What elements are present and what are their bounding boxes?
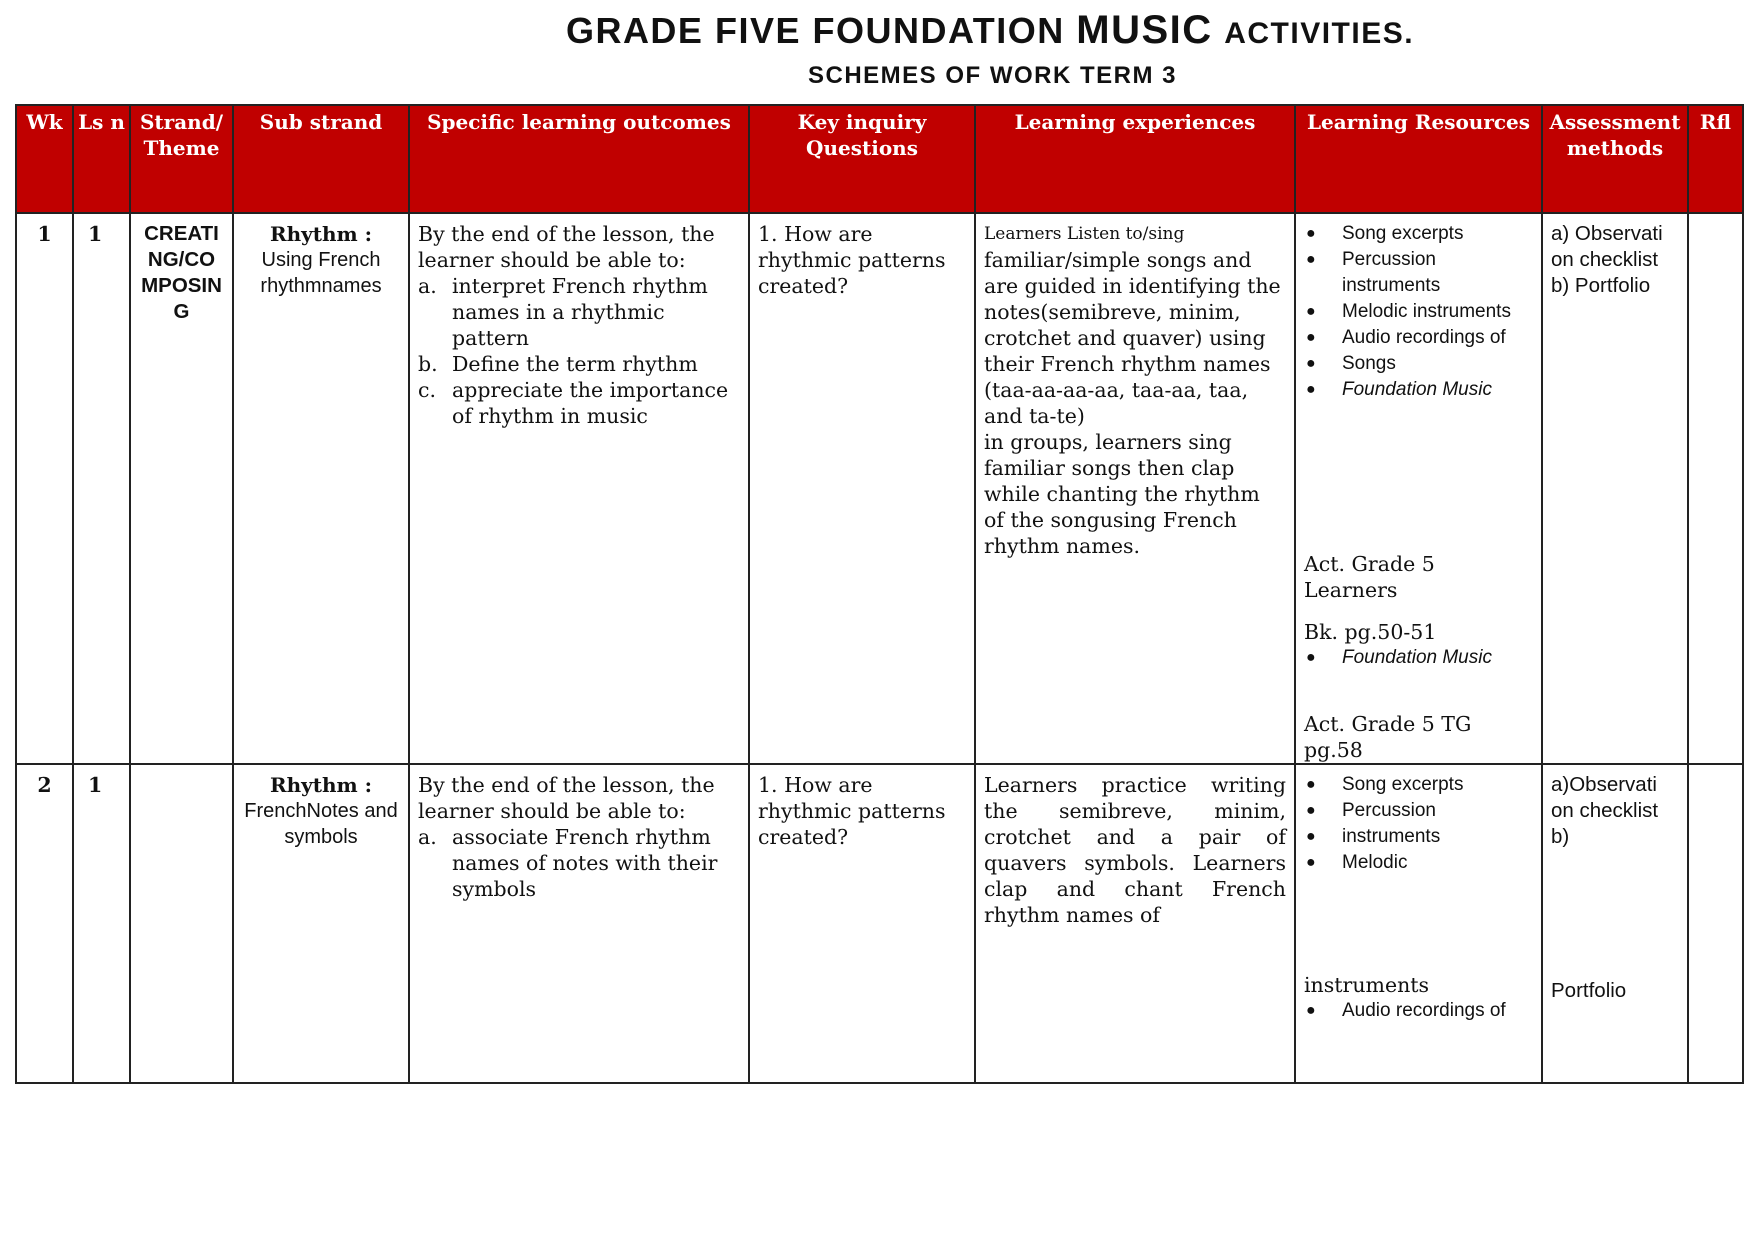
- list-item: [1304, 377, 1533, 403]
- bullet-icon: ●: [1306, 802, 1316, 819]
- list-text: Percussion instruments: [1342, 249, 1441, 296]
- header-sub-strand: Sub strand: [233, 105, 409, 213]
- table-row: [16, 213, 1743, 764]
- bullet-icon: ●: [1306, 776, 1316, 793]
- header-wk: Wk: [16, 105, 73, 213]
- list-item: [1304, 824, 1533, 850]
- table-row: [16, 764, 1743, 1083]
- list-text: Melodic instruments: [1342, 301, 1511, 322]
- cell-outcomes: [409, 213, 749, 764]
- cell-strand: [130, 764, 233, 1083]
- list-text: Percussion: [1342, 800, 1436, 821]
- assessment-item: a) Observati on checklist: [1551, 222, 1663, 271]
- header-lsn: Ls n: [73, 105, 130, 213]
- sub-strand-title: Rhythm :: [269, 773, 373, 797]
- outcomes-list: [418, 824, 740, 902]
- resource-ref: Act. Grade 5 TG pg.58: [1304, 712, 1472, 762]
- list-text: Audio recordings of: [1342, 1000, 1506, 1021]
- cell-experiences: [975, 764, 1295, 1083]
- bullet-icon: ●: [1306, 251, 1316, 268]
- cell-assessment: [1542, 213, 1688, 764]
- header-inquiry: Key inquiry Questions: [749, 105, 975, 213]
- scheme-of-work-table: [15, 104, 1744, 1084]
- cell-rfl: [1688, 213, 1743, 764]
- cell-rfl: [1688, 764, 1743, 1083]
- cell-sub-strand: [233, 213, 409, 764]
- outcomes-list: [418, 273, 740, 429]
- header-experiences: Learning experiences: [975, 105, 1295, 213]
- assessment-item: Portfolio: [1551, 979, 1627, 1002]
- cell-inquiry: 1. How are rhythmic patterns created?: [749, 213, 975, 764]
- cell-lsn: 1: [73, 764, 130, 1083]
- cell-inquiry: 1. How are rhythmic patterns created?: [749, 764, 975, 1083]
- list-item: [1304, 325, 1533, 351]
- list-marker: c.: [418, 378, 436, 402]
- page-title: [0, 8, 1755, 53]
- bullet-icon: ●: [1306, 854, 1316, 871]
- cell-wk: 2: [16, 764, 73, 1083]
- header-rfl: Rfl: [1688, 105, 1743, 213]
- title-part-2: MUSIC: [1076, 8, 1213, 52]
- cell-lsn: 1: [73, 213, 130, 764]
- list-item: [1304, 645, 1533, 671]
- experiences-text: familiar/simple songs and are guided in identifying the notes(semibreve, minim, crotchet and quaver) using their French rhythm names (taa-aa-aa-aa, taa-aa, taa, and ta-te): [984, 248, 1281, 428]
- bullet-icon: ●: [1306, 1002, 1316, 1019]
- outcomes-intro: By the end of the lesson, the learner should be able to:: [418, 222, 715, 272]
- cell-sub-strand: [233, 764, 409, 1083]
- assessment-item: b) Portfolio: [1551, 274, 1651, 297]
- title-part-1: GRADE FIVE FOUNDATION: [565, 10, 1065, 51]
- bullet-icon: ●: [1306, 225, 1316, 242]
- assessment-item: b): [1551, 825, 1570, 848]
- list-item: [1304, 299, 1533, 325]
- bullet-icon: ●: [1306, 303, 1316, 320]
- resources-list: [1304, 772, 1533, 876]
- header-strand: Strand/ Theme: [130, 105, 233, 213]
- experiences-text-2: in groups, learners sing familiar songs then clap while chanting the rhythm of the songusing French rhythm names.: [984, 430, 1260, 558]
- cell-assessment: [1542, 764, 1688, 1083]
- list-text: Define the term rhythm: [452, 352, 698, 376]
- page-subtitle: SCHEMES OF WORK TERM 3: [807, 62, 1177, 89]
- list-item: [1304, 351, 1533, 377]
- bullet-icon: ●: [1306, 329, 1316, 346]
- list-item: [1304, 998, 1533, 1024]
- cell-experiences: [975, 213, 1295, 764]
- list-text: Melodic: [1342, 852, 1408, 873]
- list-item: [418, 273, 740, 351]
- cell-resources: [1295, 213, 1542, 764]
- list-text: appreciate the importance of rhythm in music: [452, 378, 729, 428]
- list-item: [1304, 798, 1533, 824]
- cell-outcomes: [409, 764, 749, 1083]
- cell-wk: 1: [16, 213, 73, 764]
- bullet-icon: ●: [1306, 649, 1316, 666]
- list-text: Foundation Music: [1342, 647, 1492, 668]
- resource-continuation: instruments: [1304, 973, 1430, 997]
- resource-ref: Act. Grade 5 Learners: [1304, 552, 1435, 602]
- list-text: associate French rhythm names of notes with their symbols: [452, 825, 718, 901]
- experiences-lead: Learners Listen to/sing: [984, 224, 1185, 244]
- list-marker: b.: [418, 352, 438, 376]
- list-text: Song excerpts: [1342, 223, 1464, 244]
- list-item: [1304, 772, 1533, 798]
- list-item: [418, 351, 740, 377]
- bullet-icon: ●: [1306, 381, 1316, 398]
- list-text: interpret French rhythm names in a rhythmic pattern: [452, 274, 708, 350]
- header-assessment: Assessment methods: [1542, 105, 1688, 213]
- list-text: instruments: [1342, 826, 1441, 847]
- experiences-text: Learners practice writing the semibreve, minim, crotchet and a pair of quavers symbols. Learners clap and chant French rhythm names of: [984, 773, 1286, 927]
- resources-list: [1304, 645, 1533, 671]
- list-marker: a.: [418, 274, 437, 298]
- list-text: Foundation Music: [1342, 379, 1492, 400]
- bullet-icon: ●: [1306, 828, 1316, 845]
- resource-ref: Bk. pg.50-51: [1304, 620, 1437, 644]
- list-marker: a.: [418, 825, 437, 849]
- sub-strand-text: FrenchNotes and symbols: [244, 800, 398, 848]
- list-item: [418, 824, 740, 902]
- cell-resources: [1295, 764, 1542, 1083]
- resources-list: [1304, 221, 1533, 403]
- header-outcomes: Specific learning outcomes: [409, 105, 749, 213]
- resources-list: [1304, 998, 1533, 1024]
- list-item: [418, 377, 740, 429]
- bullet-icon: ●: [1306, 355, 1316, 372]
- header-row: [16, 105, 1743, 213]
- list-text: Song excerpts: [1342, 774, 1464, 795]
- sub-strand-text: Using French rhythmnames: [260, 249, 382, 297]
- list-item: [1304, 850, 1533, 876]
- outcomes-intro: By the end of the lesson, the learner should be able to:: [418, 773, 715, 823]
- title-part-3: ACTIVITIES.: [1224, 17, 1415, 50]
- list-text: Songs: [1342, 353, 1396, 374]
- list-item: [1304, 247, 1533, 299]
- list-item: [1304, 221, 1533, 247]
- sub-strand-title: Rhythm :: [269, 222, 373, 246]
- cell-strand: CREATI NG/CO MPOSIN G: [130, 213, 233, 764]
- assessment-item: a)Observati on checklist: [1551, 773, 1659, 822]
- header-resources: Learning Resources: [1295, 105, 1542, 213]
- list-text: Audio recordings of: [1342, 327, 1506, 348]
